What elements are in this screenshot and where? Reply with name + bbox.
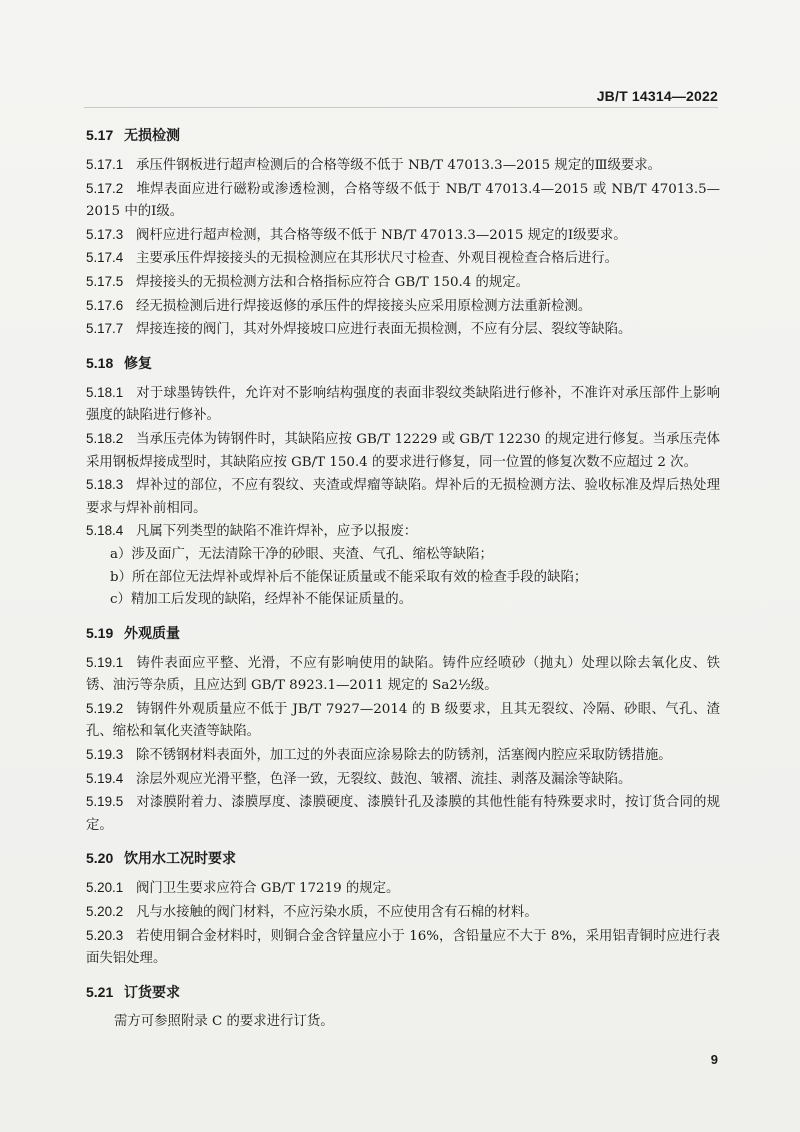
clause bbox=[86, 295, 720, 319]
clause-text: 除不锈钢材料表面外，加工过的外表面应涂易除去的防锈剂，活塞阀内腔应采取防锈措施。 bbox=[136, 748, 672, 764]
clause-text: 铸件表面应平整、光滑，不应有影响使用的缺陷。铸件应经喷砂（抛丸）处理以除去氧化皮、铁锈、油污等杂质，且应达到 GB/T 8923.1—2011 规定的 Sa2½级。 bbox=[86, 655, 720, 694]
clause bbox=[86, 247, 720, 271]
clause-number: 5.17.3 bbox=[86, 226, 124, 242]
clause-text: 经无损检测后进行焊接返修的承压件的焊接接头应采用原检测方法重新检测。 bbox=[136, 298, 592, 314]
clause-text: 主要承压件焊接接头的无损检测应在其形状尺寸检查、外观目视检查合格后进行。 bbox=[136, 251, 619, 267]
clause-text: 阀门卫生要求应符合 GB/T 17219 的规定。 bbox=[136, 881, 400, 897]
clause-text: 承压件钢板进行超声检测后的合格等级不低于 NB/T 47013.3—2015 规定的Ⅲ级要求。 bbox=[136, 158, 662, 173]
header-rule bbox=[84, 107, 718, 108]
clause-number: 5.17.4 bbox=[86, 250, 124, 266]
clause-number: 5.20.1 bbox=[86, 880, 124, 896]
section-5-20 bbox=[86, 848, 720, 970]
clause bbox=[86, 877, 720, 901]
section-number: 5.19 bbox=[86, 624, 114, 641]
clause-number: 5.19.2 bbox=[86, 700, 124, 716]
section-heading bbox=[86, 982, 720, 1002]
clause-number: 5.20.3 bbox=[86, 927, 124, 943]
clause bbox=[86, 520, 720, 544]
section-number: 5.20 bbox=[86, 850, 114, 867]
section-number: 5.21 bbox=[86, 983, 114, 1000]
clause bbox=[86, 744, 720, 768]
section-title: 订货要求 bbox=[124, 983, 180, 1000]
clause-number: 5.18.4 bbox=[86, 523, 124, 539]
section-5-17 bbox=[86, 125, 720, 342]
list-item: a）涉及面广，无法清除干净的砂眼、夹渣、气孔、缩松等缺陷； bbox=[110, 546, 493, 562]
clause-number: 5.19.1 bbox=[86, 654, 124, 670]
clause-number: 5.17.2 bbox=[86, 180, 124, 196]
standard-number: JB/T 14314—2022 bbox=[596, 88, 718, 104]
clause-text: 需方可参照附录 C 的要求进行订货。 bbox=[114, 1013, 334, 1029]
clause-text: 阀杆应进行超声检测，其合格等级不低于 NB/T 47013.3—2015 规定的Ⅰ级要求。 bbox=[136, 227, 627, 243]
clause bbox=[86, 428, 720, 474]
clause bbox=[86, 224, 720, 248]
clause-number: 5.19.3 bbox=[86, 747, 124, 763]
clause bbox=[86, 474, 720, 520]
clause-text: 凡与水接触的阀门材料，不应污染水质，不应使用含有石棉的材料。 bbox=[136, 905, 538, 921]
section-title: 外观质量 bbox=[124, 624, 180, 641]
clause-number: 5.17.7 bbox=[86, 321, 124, 337]
section-5-21 bbox=[86, 982, 720, 1034]
section-5-19 bbox=[86, 623, 720, 838]
clause bbox=[86, 791, 720, 837]
clause bbox=[86, 382, 720, 428]
clause-text: 若使用铜合金材料时，则铜合金含锌量应小于 16%，含铅量应不大于 8%，采用铝青铜时应进行表面失铝处理。 bbox=[86, 928, 720, 967]
list-item: c）精加工后发现的缺陷，经焊补不能保证质量的。 bbox=[110, 592, 413, 608]
clause-text: 凡属下列类型的缺陷不准许焊补，应予以报废： bbox=[136, 524, 418, 540]
clause bbox=[86, 901, 720, 925]
section-number: 5.17 bbox=[86, 127, 114, 143]
clause-number: 5.19.5 bbox=[86, 794, 124, 810]
clause-text: 涂层外观应光滑平整，色泽一致，无裂纹、鼓泡、皱褶、流挂、剥落及漏涂等缺陷。 bbox=[136, 771, 632, 787]
clause bbox=[86, 925, 720, 971]
section-5-18 bbox=[86, 353, 720, 612]
list-item: b）所在部位无法焊补或焊补后不能保证质量或不能采取有效的检查手段的缺陷； bbox=[110, 569, 588, 585]
clause bbox=[86, 768, 720, 792]
clause-number: 5.18.3 bbox=[86, 477, 124, 493]
clause-text: 对于球墨铸铁件，允许对不影响结构强度的表面非裂纹类缺陷进行修补，不准许对承压部件上影响强度的缺陷进行修补。 bbox=[86, 385, 720, 424]
section-title: 饮用水工况时要求 bbox=[124, 850, 236, 867]
section-heading bbox=[86, 353, 720, 373]
section-title: 修复 bbox=[124, 354, 152, 371]
section-heading bbox=[86, 848, 720, 868]
clause bbox=[86, 652, 720, 698]
clause bbox=[86, 271, 720, 295]
clause-text: 堆焊表面应进行磁粉或渗透检测，合格等级不低于 NB/T 47013.4—2015 或 NB/T 47013.5—2015 中的Ⅰ级。 bbox=[86, 181, 720, 220]
clause-number: 5.17.5 bbox=[86, 273, 124, 289]
clause-text: 当承压壳体为铸钢件时，其缺陷应按 GB/T 12229 或 GB/T 12230 的规定进行修复。当承压壳体采用钢板焊接成型时，其缺陷应按 GB/T 150.4 的要求进行修复，同一位置的修复次数不应超过 2 次。 bbox=[86, 431, 720, 470]
section-title: 无损检测 bbox=[124, 127, 180, 143]
page-number: 9 bbox=[710, 1052, 718, 1067]
section-heading bbox=[86, 125, 720, 145]
clause-number: 5.18.1 bbox=[86, 384, 124, 400]
clause-number: 5.20.2 bbox=[86, 904, 124, 920]
clause-number: 5.17.6 bbox=[86, 297, 124, 313]
clause bbox=[86, 318, 720, 342]
clause-number: 5.17.1 bbox=[86, 157, 124, 172]
clause-text: 对漆膜附着力、漆膜厚度、漆膜硬度、漆膜针孔及漆膜的其他性能有特殊要求时，按订货合同的规定。 bbox=[86, 795, 720, 833]
clause bbox=[86, 154, 720, 178]
clause-text: 焊补过的部位，不应有裂纹、夹渣或焊瘤等缺陷。焊补后的无损检测方法、验收标准及焊后热处理要求与焊补前相同。 bbox=[86, 478, 720, 516]
section-heading bbox=[86, 623, 720, 643]
clause-text: 焊接连接的阀门，其对外焊接坡口应进行表面无损检测，不应有分层、裂纹等缺陷。 bbox=[136, 322, 632, 338]
clause-number: 5.18.2 bbox=[86, 430, 124, 446]
clause bbox=[86, 178, 720, 224]
clause-number: 5.19.4 bbox=[86, 770, 124, 786]
clause-text: 焊接接头的无损检测方法和合格指标应符合 GB/T 150.4 的规定。 bbox=[136, 274, 530, 290]
document-body bbox=[86, 125, 720, 1044]
section-number: 5.18 bbox=[86, 354, 114, 371]
clause-text: 铸钢件外观质量应不低于 JB/T 7927—2014 的 B 级要求，且其无裂纹、冷隔、砂眼、气孔、渣孔、缩松和氧化夹渣等缺陷。 bbox=[86, 701, 720, 740]
clause bbox=[86, 698, 720, 744]
